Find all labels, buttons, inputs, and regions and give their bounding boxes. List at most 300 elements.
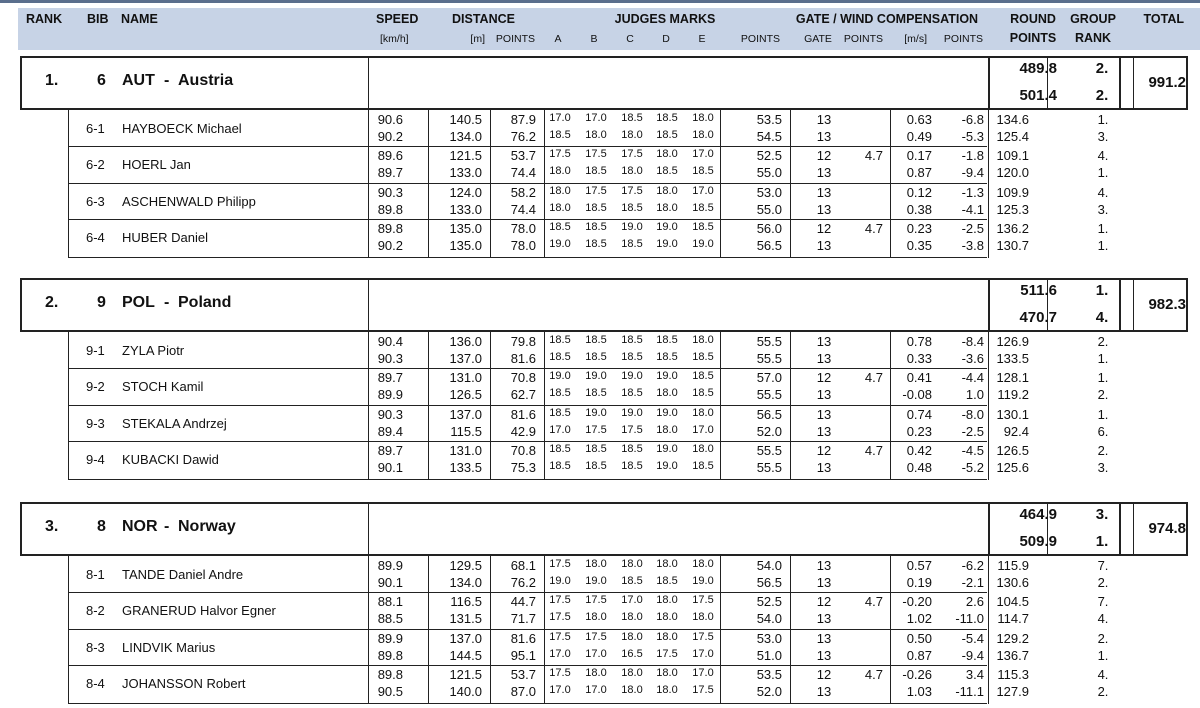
wind-points: -4.1 [961,202,984,217]
header-judge-d: D [662,33,670,45]
round-points: 130.7 [996,238,1029,253]
judge-e-mark: 17.5 [692,631,714,643]
speed-value: 89.8 [377,202,403,217]
judge-c-mark: 17.5 [621,148,643,160]
round-points: 109.9 [996,185,1029,200]
group-rank: 2. [1097,334,1109,349]
wind-points: -2.5 [961,424,984,439]
judge-b-mark: 18.0 [585,611,607,623]
judge-points: 55.0 [756,165,782,180]
gate-points: 4.7 [864,667,883,682]
judge-d-mark: 18.0 [656,611,678,623]
judge-b-mark: 18.5 [585,238,607,250]
judge-c-mark: 18.0 [621,165,643,177]
round-points: 130.6 [996,575,1029,590]
wind-value: 1.03 [906,684,932,699]
distance-points: 76.2 [510,575,536,590]
team-total: 982.3 [1148,296,1186,313]
judge-d-mark: 18.0 [656,424,678,436]
judge-b-mark: 18.5 [585,165,607,177]
wind-value: 0.50 [906,631,932,646]
team-rank: 2. [45,294,59,311]
distance-points: 87.0 [510,684,536,699]
jumper-bib: 8-3 [86,640,105,655]
wind-points: -6.8 [961,112,984,127]
wind-points: -4.4 [961,370,984,385]
judge-b-mark: 18.5 [585,202,607,214]
distance-points: 78.0 [510,221,536,236]
distance-value: 121.5 [449,148,482,163]
judge-e-mark: 17.0 [692,185,714,197]
jumper-row [0,629,1200,666]
judge-e-mark: 17.0 [692,148,714,160]
judge-c-mark: 18.5 [621,334,643,346]
team-round1-group-rank: 3. [1095,506,1109,523]
distance-points: 70.8 [510,370,536,385]
wind-points: -4.5 [961,443,984,458]
judge-points: 52.5 [756,148,782,163]
divider [1133,58,1134,108]
header-judges-marks: JUDGES MARKS [614,12,716,26]
gate-value: 13 [816,334,832,349]
wind-points: 3.4 [965,667,984,682]
wind-value: 0.63 [906,112,932,127]
judge-points: 56.5 [756,407,782,422]
judge-c-mark: 18.0 [621,558,643,570]
header-judge-a: A [554,33,562,45]
team-rank: 3. [45,518,59,535]
wind-value: 0.38 [906,202,932,217]
distance-points: 81.6 [510,631,536,646]
gate-points: 4.7 [864,221,883,236]
judge-e-mark: 18.0 [692,611,714,623]
round-points: 104.5 [996,594,1029,609]
gate-value: 13 [816,202,832,217]
judge-a-mark: 18.5 [549,351,571,363]
judge-a-mark: 18.5 [549,221,571,233]
judge-e-mark: 18.5 [692,370,714,382]
speed-value: 90.2 [377,129,403,144]
judge-points: 56.0 [756,221,782,236]
wind-value: 0.41 [906,370,932,385]
judge-points: 53.0 [756,185,782,200]
distance-value: 136.0 [449,334,482,349]
distance-value: 144.5 [449,648,482,663]
wind-value: 0.87 [906,165,932,180]
team-round2-group-rank: 1. [1095,533,1109,550]
jumper-name: STEKALA Andrzej [122,416,227,431]
gate-points: 4.7 [864,443,883,458]
distance-value: 137.0 [449,351,482,366]
wind-points: -8.0 [961,407,984,422]
judge-b-mark: 18.5 [585,334,607,346]
distance-points: 68.1 [510,558,536,573]
wind-value: 0.19 [906,575,932,590]
distance-points: 79.8 [510,334,536,349]
group-rank: 3. [1097,460,1109,475]
jumper-bib: 8-2 [86,603,105,618]
gate-value: 12 [816,667,832,682]
divider [988,504,990,554]
judge-d-mark: 19.0 [656,238,678,250]
team-separator: - [164,294,170,311]
jumper-row [0,441,1200,478]
group-rank: 1. [1097,370,1109,385]
team-round1-points: 464.9 [1019,506,1057,523]
group-rank: 2. [1097,575,1109,590]
gate-value: 13 [816,112,832,127]
jumper-row [0,556,1200,593]
judge-a-mark: 18.5 [549,387,571,399]
judge-c-mark: 16.5 [621,648,643,660]
grid-line [68,479,987,480]
distance-value: 121.5 [449,667,482,682]
judge-c-mark: 18.5 [621,443,643,455]
judge-a-mark: 17.5 [549,594,571,606]
distance-points: 70.8 [510,443,536,458]
gate-value: 13 [816,558,832,573]
group-rank: 3. [1097,202,1109,217]
group-rank: 1. [1097,112,1109,127]
judge-b-mark: 18.0 [585,558,607,570]
judge-a-mark: 17.5 [549,667,571,679]
jumper-row [0,183,1200,220]
judge-points: 54.0 [756,611,782,626]
judge-a-mark: 17.5 [549,611,571,623]
judge-e-mark: 18.0 [692,112,714,124]
speed-value: 90.6 [377,112,403,127]
gate-value: 13 [816,407,832,422]
top-rule [0,0,1200,3]
team-round1-points: 489.8 [1019,60,1057,77]
judge-e-mark: 18.0 [692,407,714,419]
distance-value: 115.5 [450,424,482,439]
round-points: 114.7 [997,611,1029,626]
judge-b-mark: 18.5 [585,221,607,233]
header-dist-points: POINTS [495,33,535,45]
judge-a-mark: 17.0 [549,424,571,436]
divider [1119,504,1121,554]
speed-value: 89.4 [377,424,403,439]
wind-value: 0.35 [906,238,932,253]
judge-c-mark: 18.5 [621,387,643,399]
judge-b-mark: 17.5 [585,148,607,160]
gate-value: 13 [816,684,832,699]
judge-d-mark: 19.0 [656,443,678,455]
header-judge-e: E [698,33,706,45]
judge-points: 53.0 [756,631,782,646]
team-round2-group-rank: 4. [1095,309,1109,326]
round-points: 136.2 [996,221,1029,236]
judge-e-mark: 18.5 [692,460,714,472]
distance-points: 44.7 [510,594,536,609]
judge-a-mark: 17.0 [549,648,571,660]
divider [368,504,369,554]
team-block [0,502,1200,708]
judge-b-mark: 18.5 [585,387,607,399]
judge-d-mark: 18.5 [656,129,678,141]
judge-c-mark: 18.5 [621,238,643,250]
distance-value: 137.0 [449,631,482,646]
group-rank: 1. [1097,648,1109,663]
judge-d-mark: 18.5 [656,334,678,346]
gate-value: 12 [816,370,832,385]
judge-points: 57.0 [756,370,782,385]
group-rank: 7. [1097,594,1109,609]
jumper-row [0,332,1200,369]
round-points: 125.3 [996,202,1029,217]
judge-d-mark: 18.0 [656,387,678,399]
round-points: 115.9 [997,558,1029,573]
header-group-rank: RANK [1074,31,1112,45]
distance-value: 134.0 [449,129,482,144]
team-total: 974.8 [1148,520,1186,537]
team-round2-points: 509.9 [1019,533,1057,550]
judge-d-mark: 18.5 [656,165,678,177]
gate-value: 13 [816,611,832,626]
column-header-bar [18,8,1200,50]
judge-a-mark: 17.5 [549,148,571,160]
judge-d-mark: 18.0 [656,684,678,696]
gate-value: 12 [816,594,832,609]
team-round2-points: 470.7 [1019,309,1057,326]
jumper-row [0,592,1200,629]
speed-value: 89.8 [377,648,403,663]
group-rank: 4. [1097,667,1109,682]
judge-points: 52.0 [756,684,782,699]
gate-value: 13 [816,387,832,402]
speed-value: 88.5 [377,611,403,626]
judge-a-mark: 17.5 [549,631,571,643]
header-rank: RANK [26,12,63,26]
judge-e-mark: 17.0 [692,424,714,436]
round-points: 130.1 [996,407,1029,422]
jumper-row [0,110,1200,147]
jumper-bib: 6-2 [86,157,105,172]
round-points: 129.2 [996,631,1029,646]
group-rank: 1. [1097,407,1109,422]
judge-c-mark: 18.0 [621,129,643,141]
judge-a-mark: 18.0 [549,185,571,197]
jumper-name: HUBER Daniel [122,230,208,245]
round-points: 126.9 [996,334,1029,349]
judge-points: 54.0 [756,558,782,573]
round-points: 136.7 [996,648,1029,663]
judge-e-mark: 17.5 [692,684,714,696]
distance-value: 126.5 [449,387,482,402]
wind-points: -11.0 [955,611,984,626]
judge-e-mark: 18.0 [692,558,714,570]
distance-value: 134.0 [449,575,482,590]
team-rank: 1. [45,72,59,89]
speed-value: 89.8 [377,667,403,682]
group-rank: 2. [1097,387,1109,402]
judge-b-mark: 19.0 [585,370,607,382]
speed-value: 88.1 [377,594,403,609]
header-gate: GATE [804,33,832,45]
judge-a-mark: 18.5 [549,334,571,346]
judge-points: 54.5 [756,129,782,144]
judge-c-mark: 18.5 [621,575,643,587]
wind-value: 0.49 [906,129,932,144]
header-speed-unit: [km/h] [380,33,409,45]
round-points: 127.9 [996,684,1029,699]
jumper-grid [0,332,1200,480]
judge-e-mark: 17.0 [692,648,714,660]
team-bib: 9 [97,294,106,311]
divider [1119,58,1121,108]
judge-c-mark: 18.5 [621,112,643,124]
speed-value: 89.8 [377,221,403,236]
judge-c-mark: 19.0 [621,407,643,419]
group-rank: 2. [1097,684,1109,699]
distance-points: 87.9 [510,112,536,127]
judge-points: 52.5 [756,594,782,609]
jumper-grid [0,110,1200,258]
team-round1-group-rank: 1. [1095,282,1109,299]
wind-value: 0.42 [906,443,932,458]
judge-e-mark: 18.5 [692,165,714,177]
judge-e-mark: 18.5 [692,387,714,399]
distance-value: 129.5 [449,558,482,573]
round-points: 134.6 [996,112,1029,127]
distance-points: 81.6 [510,407,536,422]
judge-d-mark: 19.0 [656,460,678,472]
speed-value: 90.3 [377,351,403,366]
grid-line [68,703,987,704]
jumper-bib: 9-2 [86,379,105,394]
judge-d-mark: 18.0 [656,148,678,160]
jumper-name: LINDVIK Marius [122,640,216,655]
judge-b-mark: 19.0 [585,407,607,419]
jumper-name: GRANERUD Halvor Egner [122,603,276,618]
team-block [0,56,1200,278]
judge-c-mark: 19.0 [621,221,643,233]
judge-d-mark: 19.0 [656,407,678,419]
judge-points: 55.5 [756,387,782,402]
jumper-bib: 6-1 [86,121,105,136]
jumper-row [0,146,1200,183]
jumper-name: STOCH Kamil [122,379,204,394]
team-country: Austria [178,72,234,89]
judge-d-mark: 18.5 [656,351,678,363]
distance-value: 116.5 [450,594,482,609]
divider [1133,280,1134,330]
header-total: TOTAL [1143,12,1184,26]
distance-points: 74.4 [510,165,536,180]
wind-points: 2.6 [965,594,984,609]
speed-value: 89.7 [377,443,403,458]
team-country: Poland [178,294,232,311]
jumper-bib: 6-4 [86,230,105,245]
distance-points: 53.7 [510,667,536,682]
speed-value: 90.1 [377,575,403,590]
judge-a-mark: 18.0 [549,165,571,177]
group-rank: 1. [1097,221,1109,236]
round-points: 92.4 [1003,424,1029,439]
header-round-points: POINTS [1009,31,1057,45]
wind-points: -5.4 [961,631,984,646]
judge-d-mark: 18.0 [656,202,678,214]
judge-c-mark: 18.0 [621,667,643,679]
judge-b-mark: 18.0 [585,667,607,679]
distance-value: 140.0 [449,684,482,699]
judge-b-mark: 17.5 [585,594,607,606]
judge-c-mark: 18.0 [621,611,643,623]
judge-b-mark: 18.5 [585,351,607,363]
wind-value: 0.17 [906,148,932,163]
wind-points: -2.5 [961,221,984,236]
team-total: 991.2 [1148,74,1186,91]
gate-value: 12 [816,221,832,236]
gate-value: 12 [816,443,832,458]
judge-b-mark: 18.5 [585,460,607,472]
team-code: NOR [122,518,158,535]
judge-e-mark: 18.0 [692,129,714,141]
judge-b-mark: 17.5 [585,185,607,197]
header-wind-unit: [m/s] [904,33,927,45]
wind-points: -5.2 [961,460,984,475]
wind-value: 0.23 [906,424,932,439]
gate-value: 13 [816,185,832,200]
gate-value: 12 [816,148,832,163]
judge-d-mark: 18.0 [656,631,678,643]
distance-value: 133.5 [449,460,482,475]
team-block [0,278,1200,500]
wind-points: -5.3 [961,129,984,144]
judge-b-mark: 17.5 [585,631,607,643]
jumper-bib: 9-1 [86,343,105,358]
judge-a-mark: 19.0 [549,370,571,382]
judge-e-mark: 18.0 [692,443,714,455]
group-rank: 1. [1097,238,1109,253]
distance-points: 58.2 [510,185,536,200]
gate-value: 13 [816,575,832,590]
gate-value: 13 [816,424,832,439]
speed-value: 90.4 [377,334,403,349]
jumper-row [0,219,1200,256]
distance-points: 42.9 [510,424,536,439]
jumper-bib: 9-4 [86,452,105,467]
jumper-grid [0,556,1200,704]
jumper-bib: 8-1 [86,567,105,582]
round-points: 120.0 [996,165,1029,180]
jumper-row [0,405,1200,442]
judge-b-mark: 18.5 [585,443,607,455]
judge-a-mark: 19.0 [549,238,571,250]
speed-value: 89.6 [377,148,403,163]
divider [368,58,369,108]
distance-value: 131.0 [449,370,482,385]
jumper-name: TANDE Daniel Andre [122,567,244,582]
header-dist-unit: [m] [470,33,485,45]
speed-value: 90.3 [377,407,403,422]
judge-e-mark: 18.5 [692,351,714,363]
round-points: 128.1 [996,370,1029,385]
judge-d-mark: 18.5 [656,112,678,124]
round-points: 115.3 [997,667,1029,682]
judge-c-mark: 18.5 [621,202,643,214]
jumper-name: KUBACKI Dawid [122,452,219,467]
round-points: 125.4 [996,129,1029,144]
jumper-name: ASCHENWALD Philipp [122,194,256,209]
judge-a-mark: 18.5 [549,443,571,455]
judge-points: 55.5 [756,351,782,366]
wind-value: 0.78 [906,334,932,349]
judge-d-mark: 18.0 [656,594,678,606]
wind-points: -3.6 [961,351,984,366]
judge-d-mark: 18.0 [656,558,678,570]
